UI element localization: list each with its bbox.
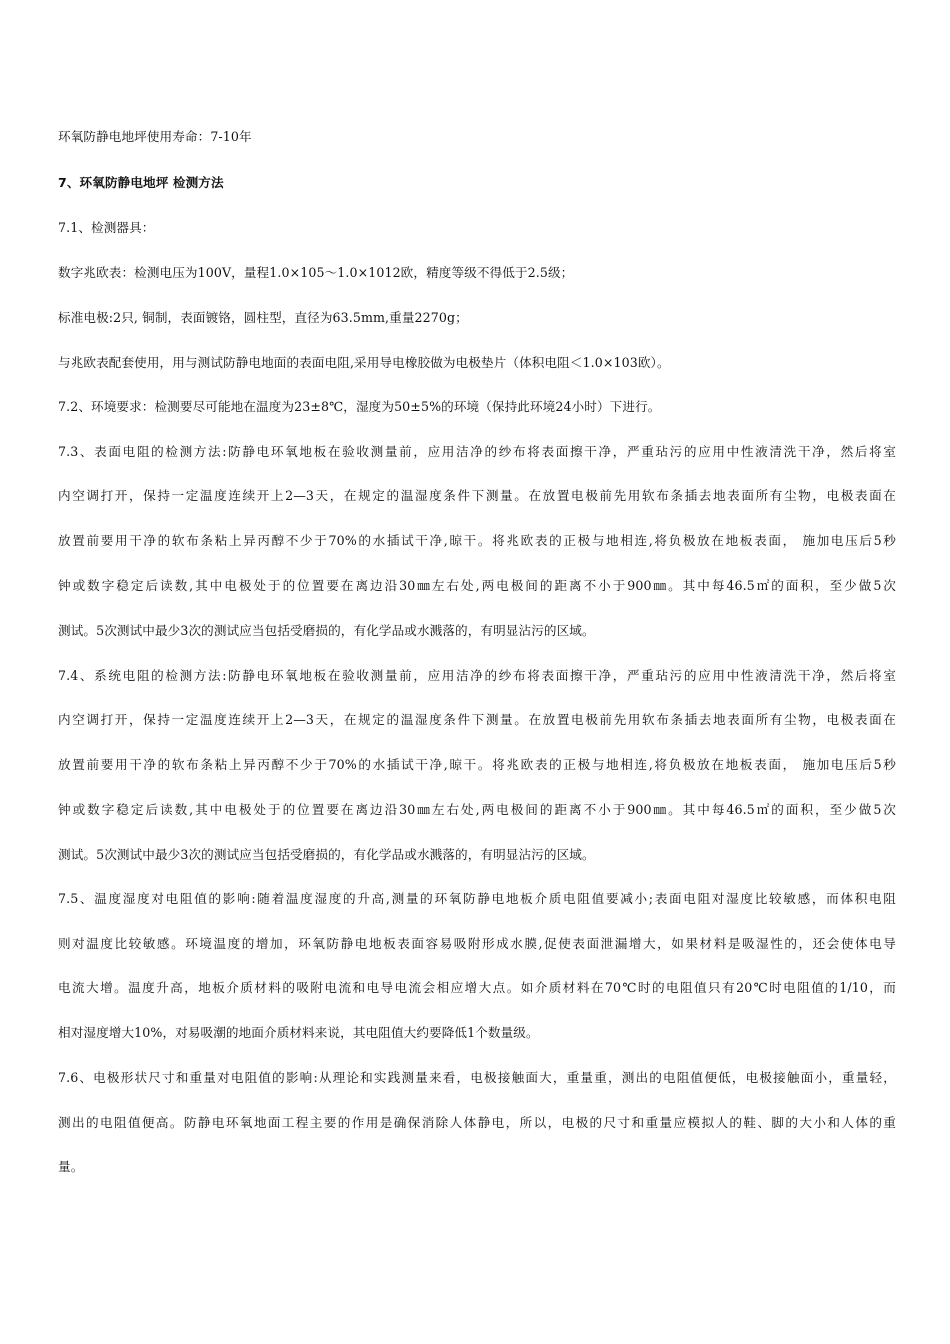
section-7-3-line: 测试。5次测试中最少3次的测试应当包括受磨损的，有化学品或水溅落的，有明显沾污的区域。: [58, 623, 595, 638]
usage-note: 与兆欧表配套使用，用与测试防静电地面的表面电阻,采用导电橡胶做为电极垫片（体积电阻＜1.0×103欧）。: [58, 355, 670, 370]
section-7-5-line: 相对湿度增大10%，对易吸潮的地面介质材料来说，其电阻值大约要降低1个数量级。: [58, 1025, 539, 1040]
megohmmeter-spec: 数字兆欧表：检测电压为100V，量程1.0×105～1.0×1012欧，精度等级不得低于2.5级；: [58, 265, 574, 280]
section-7-4-line: 钟或数字稳定后读数,其中电极处于的位置要在离边沿30㎜左右处,两电极间的距离不小于900㎜。其中每46.5㎡的面积，至少做5次: [58, 802, 896, 817]
section-7-3-line: 7.3、表面电阻的检测方法:防静电环氧地板在验收测量前，应用洁净的纱布将表面擦干净，严重玷污的应用中性液清洗干净，然后将室: [58, 444, 896, 459]
section-7-5-line: 7.5、温度湿度对电阻值的影响:随着温度湿度的升高,测量的环氧防静电地板介质电阻值要减小;表面电阻对湿度比较敏感，而体积电阻: [58, 891, 896, 906]
section-7-5-line: 电流大增。温度升高，地板介质材料的吸附电流和电导电流会相应增大点。如介质材料在70℃时的电阻值只有20℃时电阻值的1/10，而: [58, 980, 896, 995]
section-7-4-line: 7.4、系统电阻的检测方法:防静电环氧地板在验收测量前，应用洁净的纱布将表面擦干净，严重玷污的应用中性液清洗干净，然后将室: [58, 668, 896, 683]
section-7-4-line: 测试。5次测试中最少3次的测试应当包括受磨损的，有化学品或水溅落的，有明显沾污的区域。: [58, 847, 595, 862]
section-7-heading: 7、环氧防静电地坪 检测方法: [58, 175, 224, 190]
section-7-3-line: 内空调打开，保持一定温度连续开上2—3天，在规定的温湿度条件下测量。在放置电极前先用软布条插去地表面所有尘物，电极表面在: [58, 488, 896, 503]
section-7-1-title: 7.1、检测器具：: [58, 220, 155, 235]
section-7-2-text: 7.2、环境要求：检测要尽可能地在温度为23±8℃，湿度为50±5%的环境（保持此环境24小时）下进行。: [58, 399, 661, 414]
section-7-6-line: 量。: [58, 1159, 84, 1174]
lifespan-text: 环氧防静电地坪使用寿命：7-10年: [58, 129, 252, 144]
section-7-3-line: 钟或数字稳定后读数,其中电极处于的位置要在离边沿30㎜左右处,两电极间的距离不小于900㎜。其中每46.5㎡的面积，至少做5次: [58, 578, 896, 593]
section-7-6-line: 测出的电阻值便高。防静电环氧地面工程主要的作用是确保消除人体静电，所以，电极的尺寸和重量应模拟人的鞋、脚的大小和人体的重: [58, 1115, 896, 1130]
section-7-5-line: 则对温度比较敏感。环境温度的增加，环氧防静电地板表面容易吸附形成水膜,促使表面泄漏增大，如果材料是吸湿性的，还会使体电导: [58, 936, 896, 951]
section-7-6-line: 7.6、电极形状尺寸和重量对电阻值的影响:从理论和实践测量来看，电极接触面大，重量重，测出的电阻值便低，电极接触面小，重量轻，: [58, 1070, 896, 1085]
section-7-4-line: 内空调打开，保持一定温度连续开上2—3天，在规定的温湿度条件下测量。在放置电极前先用软布条插去地表面所有尘物，电极表面在: [58, 712, 896, 727]
section-7-4-line: 放置前要用干净的软布条粘上异丙醇不少于70%的水插试干净,晾干。将兆欧表的正极与地相连,将负极放在地板表面， 施加电压后5秒: [58, 757, 896, 772]
section-7-3-line: 放置前要用干净的软布条粘上异丙醇不少于70%的水插试干净,晾干。将兆欧表的正极与地相连,将负极放在地板表面， 施加电压后5秒: [58, 533, 896, 548]
electrode-spec: 标准电极:2只, 铜制，表面镀铬，圆柱型，直径为63.5mm,重量2270g；: [58, 310, 468, 325]
